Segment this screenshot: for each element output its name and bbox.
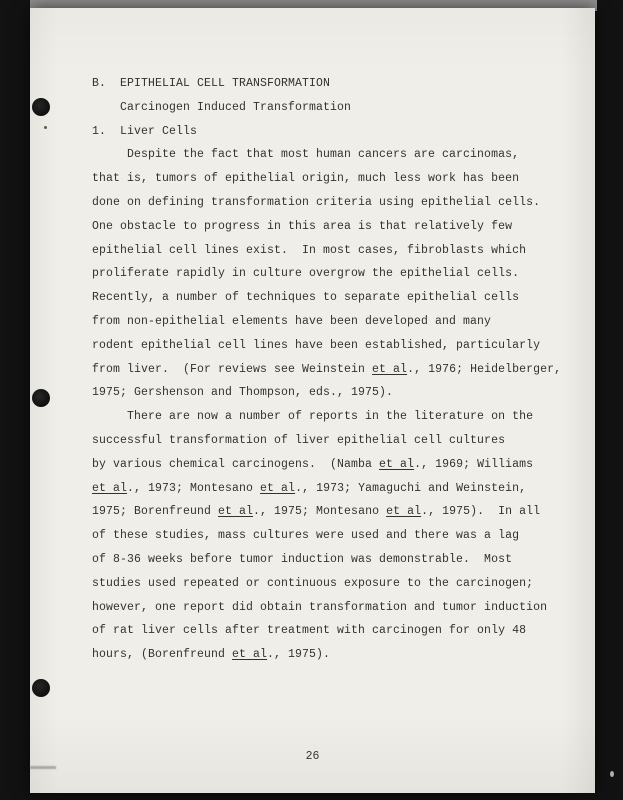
text-line: from non-epithelial elements have been developed and many — [92, 314, 492, 328]
page-number: 26 — [305, 750, 320, 763]
text-line: of 8-36 weeks before tumor induction was demonstrable. Most — [92, 552, 513, 566]
text-line: et al., 1973; Montesano et al., 1973; Yamaguchi and Weinstein, — [92, 481, 527, 495]
text-line: of rat liver cells after treatment with carcinogen for only 48 — [92, 624, 527, 638]
edge-smudge — [30, 766, 56, 769]
section-heading: B. EPITHELIAL CELL TRANSFORMATION — [92, 77, 331, 90]
subsection-heading: Carcinogen Induced Transformation — [92, 100, 352, 114]
punch-hole-bottom — [32, 679, 50, 697]
ink-speck — [44, 126, 47, 129]
text-line: 1975; Borenfreund et al., 1975; Montesano et al., 1975). In all — [92, 505, 541, 519]
text-line: that is, tumors of epithelial origin, much less work has been — [92, 172, 520, 186]
text-line: however, one report did obtain transformation and tumor induction — [92, 600, 548, 614]
text-line: hours, (Borenfreund et al., 1975). — [92, 648, 331, 662]
page-content — [92, 72, 572, 667]
text-line: proliferate rapidly in culture overgrow the epithelial cells. — [92, 267, 520, 281]
punch-hole-top — [32, 98, 50, 116]
text-line: done on defining transformation criteria using epithelial cells. — [92, 195, 541, 209]
text-line: There are now a number of reports in the literature on the — [92, 410, 534, 424]
text-line: of these studies, mass cultures were used and there was a lag — [92, 529, 520, 543]
punch-hole-middle — [32, 389, 50, 407]
document-page — [30, 8, 595, 793]
text-line: One obstacle to progress in this area is that relatively few — [92, 219, 513, 233]
paragraph-1 — [92, 143, 572, 405]
text-line: Recently, a number of techniques to separate epithelial cells — [92, 291, 520, 305]
paragraph-2 — [92, 405, 572, 667]
text-line: successful transformation of liver epithelial cell cultures — [92, 433, 506, 447]
text-line: by various chemical carcinogens. (Namba et al., 1969; Williams — [92, 457, 534, 471]
text-line: 1975; Gershenson and Thompson, eds., 1975). — [92, 386, 394, 400]
text-line: rodent epithelial cell lines have been established, particularly — [92, 338, 541, 352]
text-line: epithelial cell lines exist. In most cases, fibroblasts which — [92, 243, 527, 257]
text-line: from liver. (For reviews see Weinstein et al., 1976; Heidelberger, — [92, 362, 562, 376]
dust-speck — [610, 771, 614, 777]
item-heading: 1. Liver Cells — [92, 124, 198, 138]
text-line: studies used repeated or continuous exposure to the carcinogen; — [92, 576, 534, 590]
text-line: Despite the fact that most human cancers are carcinomas, — [92, 148, 520, 162]
